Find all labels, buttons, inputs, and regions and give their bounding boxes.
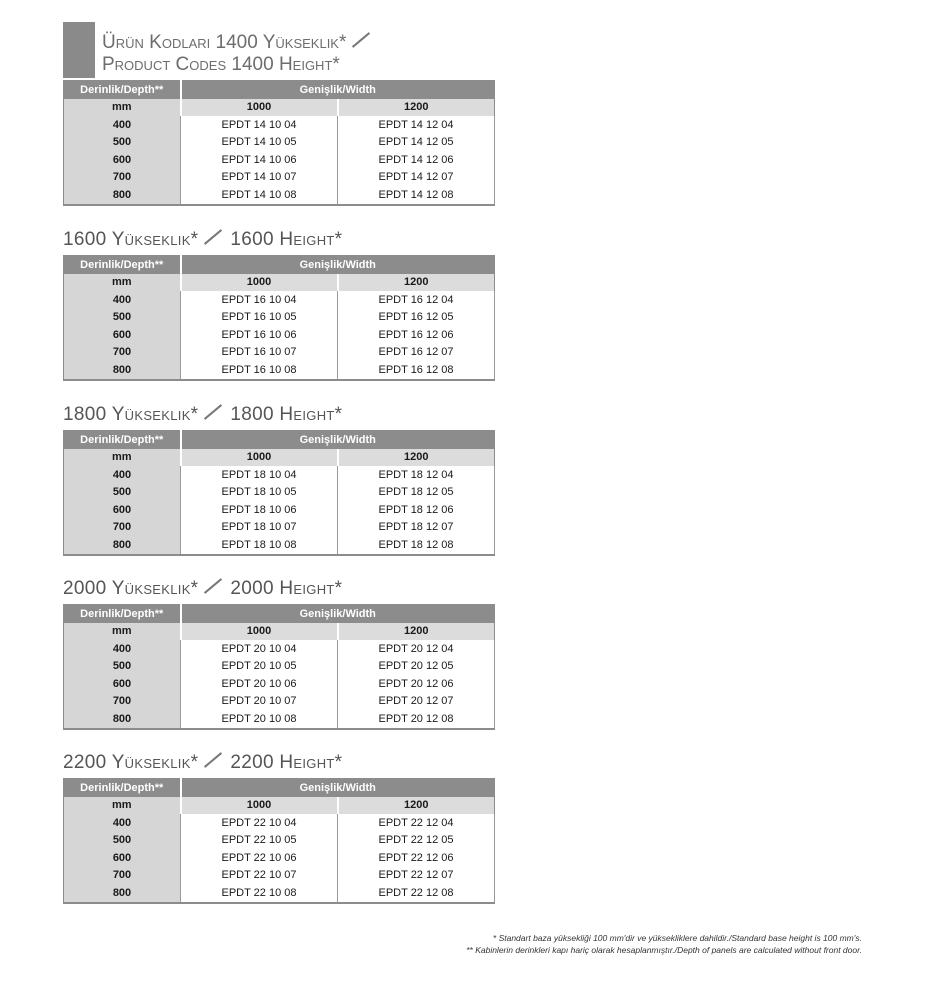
depth-value: 500 [64, 658, 181, 676]
depth-value: 600 [64, 326, 181, 344]
width-1200-label: 1200 [338, 274, 495, 292]
section-title-tr: 2200 Yükseklik* [63, 752, 199, 773]
table-row [64, 867, 495, 885]
width-1200-label: 1200 [338, 449, 495, 467]
product-code-1200: EPDT 14 12 07 [338, 169, 495, 187]
depth-value: 800 [64, 361, 181, 380]
product-code-1000: EPDT 18 10 04 [181, 466, 338, 484]
product-code-1000: EPDT 16 10 06 [181, 326, 338, 344]
table-subheader-row [64, 623, 495, 641]
depth-value: 600 [64, 501, 181, 519]
product-code-1000: EPDT 14 10 04 [181, 116, 338, 134]
table-subheader-row [64, 99, 495, 117]
width-1000-label: 1000 [181, 623, 338, 641]
product-code-1000: EPDT 20 10 06 [181, 675, 338, 693]
table-row [64, 693, 495, 711]
product-code-1200: EPDT 14 12 06 [338, 151, 495, 169]
product-code-1200: EPDT 14 12 08 [338, 186, 495, 205]
depth-value: 700 [64, 169, 181, 187]
width-header: Genişlik/Width [181, 779, 495, 797]
product-code-1000: EPDT 18 10 05 [181, 484, 338, 502]
product-code-table [63, 80, 495, 206]
unit-label: mm [64, 449, 181, 467]
product-code-1200: EPDT 20 12 06 [338, 675, 495, 693]
depth-value: 700 [64, 867, 181, 885]
product-code-1000: EPDT 18 10 06 [181, 501, 338, 519]
table-header-row [64, 81, 495, 99]
depth-value: 500 [64, 484, 181, 502]
product-code-1200: EPDT 16 12 05 [338, 309, 495, 327]
product-code-1200: EPDT 20 12 04 [338, 640, 495, 658]
product-code-1200: EPDT 22 12 06 [338, 849, 495, 867]
product-code-1200: EPDT 18 12 08 [338, 536, 495, 555]
product-code-1200: EPDT 18 12 04 [338, 466, 495, 484]
depth-value: 400 [64, 291, 181, 309]
depth-value: 400 [64, 814, 181, 832]
product-code-1000: EPDT 18 10 08 [181, 536, 338, 555]
depth-header: Derinlik/Depth** [64, 81, 181, 99]
width-1200-label: 1200 [338, 99, 495, 117]
product-code-1200: EPDT 18 12 05 [338, 484, 495, 502]
table-header-row [64, 779, 495, 797]
table-row [64, 116, 495, 134]
width-header: Genişlik/Width [181, 81, 495, 99]
width-header: Genişlik/Width [181, 256, 495, 274]
product-code-1200: EPDT 14 12 04 [338, 116, 495, 134]
table-subheader-row [64, 797, 495, 815]
product-code-1000: EPDT 14 10 06 [181, 151, 338, 169]
product-code-1000: EPDT 20 10 04 [181, 640, 338, 658]
table-row [64, 501, 495, 519]
table-subheader-row [64, 449, 495, 467]
product-code-1000: EPDT 14 10 05 [181, 134, 338, 152]
depth-value: 700 [64, 519, 181, 537]
product-code-1200: EPDT 14 12 05 [338, 134, 495, 152]
depth-value: 500 [64, 309, 181, 327]
table-row [64, 814, 495, 832]
width-1000-label: 1000 [181, 797, 338, 815]
slash-divider [204, 230, 222, 246]
section-title [63, 578, 342, 600]
product-code-1000: EPDT 18 10 07 [181, 519, 338, 537]
footnote-depth: ** Kabinlerin derinkleri kapı hariç olarak hesaplanmıştır./Depth of panels are calculated without front door. [466, 945, 862, 955]
section-title-en: 1800 Height* [230, 404, 343, 425]
product-code-1000: EPDT 22 10 07 [181, 867, 338, 885]
table-row [64, 658, 495, 676]
product-code-table [63, 430, 495, 556]
depth-header: Derinlik/Depth** [64, 431, 181, 449]
product-code-table [63, 778, 495, 904]
product-code-1200: EPDT 20 12 05 [338, 658, 495, 676]
unit-label: mm [64, 274, 181, 292]
table-header-row [64, 605, 495, 623]
product-code-1200: EPDT 18 12 06 [338, 501, 495, 519]
table-header-row [64, 256, 495, 274]
product-code-1000: EPDT 14 10 08 [181, 186, 338, 205]
depth-value: 700 [64, 693, 181, 711]
product-code-1200: EPDT 16 12 04 [338, 291, 495, 309]
depth-value: 800 [64, 186, 181, 205]
depth-value: 600 [64, 675, 181, 693]
product-code-1200: EPDT 16 12 06 [338, 326, 495, 344]
section-title-tr: 1800 Yükseklik* [63, 404, 199, 425]
table-row [64, 884, 495, 903]
product-code-1000: EPDT 22 10 08 [181, 884, 338, 903]
table-row [64, 169, 495, 187]
depth-value: 800 [64, 536, 181, 555]
section-title-en: 1600 Height* [230, 229, 343, 250]
depth-value: 500 [64, 134, 181, 152]
width-1200-label: 1200 [338, 623, 495, 641]
section-title-en: 2000 Height* [230, 578, 343, 599]
slash-divider [204, 579, 222, 595]
main-title [102, 32, 378, 76]
depth-value: 400 [64, 640, 181, 658]
width-header: Genişlik/Width [181, 605, 495, 623]
unit-label: mm [64, 99, 181, 117]
product-code-table [63, 255, 495, 381]
depth-header: Derinlik/Depth** [64, 779, 181, 797]
product-code-1000: EPDT 20 10 05 [181, 658, 338, 676]
product-code-1200: EPDT 22 12 08 [338, 884, 495, 903]
width-1000-label: 1000 [181, 274, 338, 292]
table-row [64, 151, 495, 169]
section-title-tr: 1600 Yükseklik* [63, 229, 199, 250]
main-title-tr: Ürün Kodları 1400 Yükseklik* [102, 32, 347, 53]
table-row [64, 361, 495, 380]
depth-value: 800 [64, 710, 181, 729]
width-header: Genişlik/Width [181, 431, 495, 449]
table-row [64, 832, 495, 850]
product-code-1000: EPDT 16 10 08 [181, 361, 338, 380]
slash-divider [204, 753, 222, 769]
footnote-base-height: * Standart baza yüksekliği 100 mm'dir ve yüksekliklere dahildir./Standard base height is 100 mm's. [492, 933, 862, 943]
table-row [64, 484, 495, 502]
product-code-1200: EPDT 22 12 05 [338, 832, 495, 850]
product-code-1000: EPDT 20 10 08 [181, 710, 338, 729]
footnotes [466, 932, 862, 956]
product-code-1000: EPDT 16 10 05 [181, 309, 338, 327]
product-code-1200: EPDT 20 12 07 [338, 693, 495, 711]
table-row [64, 519, 495, 537]
table-row [64, 849, 495, 867]
depth-value: 400 [64, 466, 181, 484]
table-subheader-row [64, 274, 495, 292]
title-accent-block [63, 22, 95, 78]
table-row [64, 466, 495, 484]
table-row [64, 344, 495, 362]
product-code-1200: EPDT 16 12 08 [338, 361, 495, 380]
width-1000-label: 1000 [181, 99, 338, 117]
table-row [64, 536, 495, 555]
depth-header: Derinlik/Depth** [64, 605, 181, 623]
depth-header: Derinlik/Depth** [64, 256, 181, 274]
width-1200-label: 1200 [338, 797, 495, 815]
product-code-1200: EPDT 20 12 08 [338, 710, 495, 729]
table-row [64, 186, 495, 205]
slash-divider [204, 405, 222, 421]
slash-divider [352, 33, 370, 49]
section-title [63, 229, 342, 251]
table-row [64, 134, 495, 152]
section-title [63, 404, 342, 426]
table-row [64, 710, 495, 729]
table-row [64, 291, 495, 309]
depth-value: 700 [64, 344, 181, 362]
table-row [64, 675, 495, 693]
depth-value: 600 [64, 151, 181, 169]
unit-label: mm [64, 797, 181, 815]
depth-value: 600 [64, 849, 181, 867]
table-row [64, 326, 495, 344]
depth-value: 400 [64, 116, 181, 134]
section-title [63, 752, 342, 774]
table-row [64, 640, 495, 658]
width-1000-label: 1000 [181, 449, 338, 467]
product-code-1000: EPDT 22 10 04 [181, 814, 338, 832]
table-row [64, 309, 495, 327]
product-code-1000: EPDT 16 10 04 [181, 291, 338, 309]
section-title-tr: 2000 Yükseklik* [63, 578, 199, 599]
depth-value: 500 [64, 832, 181, 850]
product-code-1000: EPDT 22 10 05 [181, 832, 338, 850]
section-title-en: 2200 Height* [230, 752, 343, 773]
product-code-1200: EPDT 22 12 04 [338, 814, 495, 832]
main-title-en: Product Codes 1400 Height* [102, 54, 340, 75]
product-code-1200: EPDT 18 12 07 [338, 519, 495, 537]
unit-label: mm [64, 623, 181, 641]
product-code-1000: EPDT 16 10 07 [181, 344, 338, 362]
product-code-1000: EPDT 14 10 07 [181, 169, 338, 187]
product-code-table [63, 604, 495, 730]
product-code-1200: EPDT 16 12 07 [338, 344, 495, 362]
depth-value: 800 [64, 884, 181, 903]
product-code-1200: EPDT 22 12 07 [338, 867, 495, 885]
product-code-1000: EPDT 20 10 07 [181, 693, 338, 711]
product-code-1000: EPDT 22 10 06 [181, 849, 338, 867]
table-header-row [64, 431, 495, 449]
